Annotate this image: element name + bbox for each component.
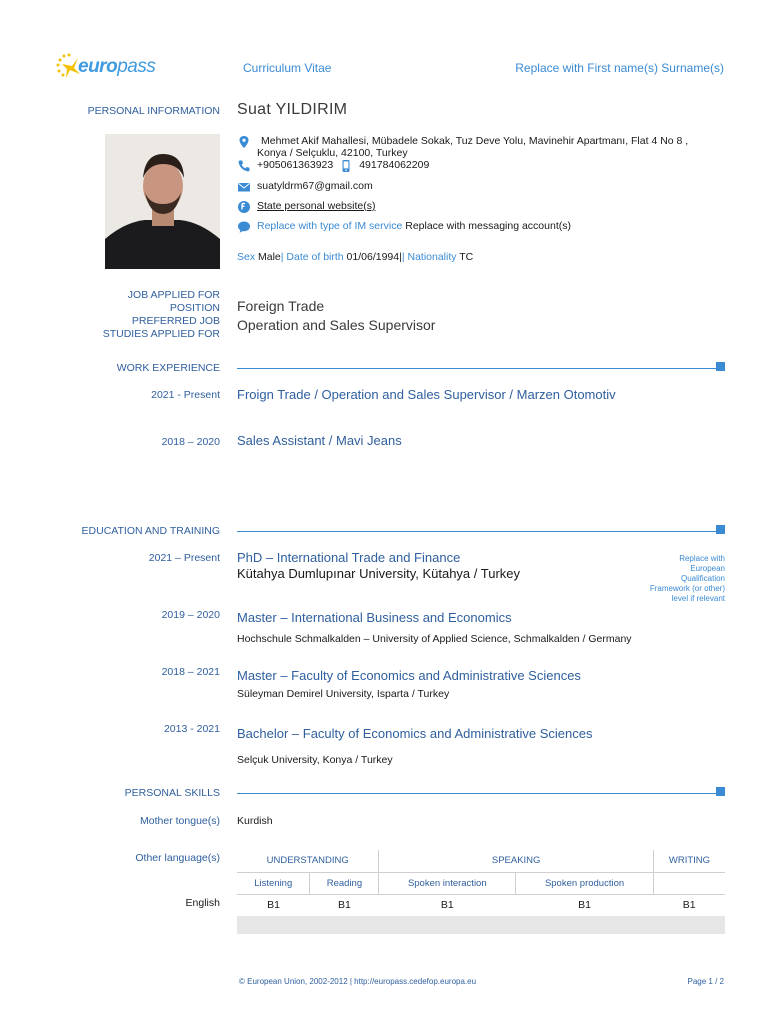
personal-details-line [237,251,473,263]
logo-euro: euro [78,56,118,77]
work-section-marker [716,362,725,371]
work-title: Sales Assistant / Mavi Jeans [237,433,402,448]
personal-info-label: PERSONAL INFORMATION [87,105,220,117]
education-title: Bachelor – Faculty of Economics and Administrative Sciences [237,726,593,741]
email-icon [237,180,251,194]
language-certificate-row [237,916,725,934]
mother-tongue-value: Kurdish [237,815,273,827]
nationality-value: TC [459,251,474,263]
language-table-header [237,850,725,872]
listening-level: B1 [267,899,280,912]
eqf-line5: level if relevant [671,594,725,603]
writing-level: B1 [682,899,696,912]
dob-label: | Date of birth [280,251,344,263]
language-table-subheader [237,872,725,894]
sex-label: Sex [237,251,256,263]
job-line2: Operation and Sales Supervisor [237,317,436,333]
full-name: Suat YILDIRIM [237,101,348,118]
location-pin-icon [237,135,251,149]
job-line1: Foreign Trade [237,298,325,314]
skills-section-rule [237,793,717,794]
job-label-line3: PREFERRED JOB [131,315,220,327]
skills-section-marker [716,787,725,796]
nationality-separator: | [399,251,402,263]
dob-value: 01/06/1994 [346,251,400,263]
address-line1: Mehmet Akif Mahallesi, Mübadele Sokak, Tuz Deve Yolu, Mavinehir Apartmanı, Flat 4 No 8 , [261,135,689,147]
logo-pass: pass [117,56,156,77]
work-section-rule [237,368,717,369]
writing-header: WRITING [653,850,725,872]
sex-value: Male [258,251,281,263]
language-level-row [237,894,725,916]
spoken-production-level: B1 [578,899,591,912]
education-section-rule [237,531,717,532]
eqf-line3: Qualification [680,574,725,583]
chat-bubble-icon [237,220,251,234]
education-dates: 2013 - 2021 [163,723,220,735]
education-label: EDUCATION AND TRAINING [81,525,220,537]
im-type: Replace with type of IM service [257,220,403,232]
address-line2: Konya / Selçuklu, 42100, Turkey [257,147,408,159]
education-dates: 2019 – 2020 [161,609,220,621]
language-name: English [185,897,220,909]
eqf-line4: Framework (or other) [649,584,725,593]
footer-copyright: © European Union, 2002-2012 | http://europass.cedefop.europa.eu [239,977,477,986]
other-languages-label: Other language(s) [135,852,220,864]
job-label-line4: STUDIES APPLIED FOR [102,328,220,340]
work-dates: 2018 – 2020 [161,436,220,448]
listening-header: Listening [237,872,310,894]
speaking-header: SPEAKING [379,850,654,872]
education-dates: 2021 – Present [148,552,220,564]
mother-tongue-label: Mother tongue(s) [140,815,220,827]
education-title: Master – Faculty of Economics and Administrative Sciences [237,668,581,683]
reading-level: B1 [338,899,351,912]
job-label-line2: POSITION [169,302,220,314]
profile-photo [105,134,220,269]
phone-row [237,159,429,173]
website-link[interactable]: State personal website(s) [257,200,376,212]
mobile-icon [339,159,353,173]
reading-header: Reading [310,872,379,894]
name-placeholder: Replace with First name(s) Surname(s) [515,61,724,75]
website-icon [237,200,251,214]
email-address[interactable]: suatyldrm67@gmail.com [257,180,373,192]
education-title: Master – International Business and Economics [237,610,512,625]
education-org: Hochschule Schmalkalden – University of Applied Science, Schmalkalden / Germany [237,633,632,645]
europass-logo [54,52,164,82]
mobile-number[interactable]: 491784062209 [359,159,430,171]
language-skills-table [237,850,725,934]
writing-subheader-empty [653,872,725,894]
spoken-interaction-header: Spoken interaction [379,872,516,894]
understanding-header: UNDERSTANDING [237,850,379,872]
im-account: Replace with messaging account(s) [405,220,571,232]
website-row [237,200,375,214]
education-title: PhD – International Trade and Finance [237,550,461,565]
work-dates: 2021 - Present [151,389,220,401]
work-experience-label: WORK EXPERIENCE [116,362,220,374]
spoken-production-header: Spoken production [516,872,654,894]
education-org: Selçuk University, Konya / Turkey [237,754,393,766]
education-org: Süleyman Demirel University, Isparta / Turkey [237,688,450,700]
work-title: Froign Trade / Operation and Sales Supervisor / Marzen Otomotiv [237,387,616,402]
email-row [237,180,373,194]
personal-skills-label: PERSONAL SKILLS [124,787,220,799]
job-applied-label [60,289,220,341]
eqf-line2: European [690,564,725,573]
education-org: Kütahya Dumlupınar University, Kütahya / Turkey [237,566,520,581]
phone-icon [237,159,251,173]
doc-title: Curriculum Vitae [243,61,332,75]
im-row [237,220,571,234]
job-applied-value [237,297,435,335]
eqf-level-note [650,554,725,604]
phone-number[interactable]: +905061363923 [257,159,334,171]
nationality-label: | Nationality [401,251,457,263]
education-section-marker [716,525,725,534]
page-number: Page 1 / 2 [687,977,724,986]
education-dates: 2018 – 2021 [161,666,220,678]
spoken-interaction-level: B1 [440,899,454,912]
job-label-line1: JOB APPLIED FOR [127,289,220,301]
eqf-line1: Replace with [679,554,725,563]
address-row [237,135,688,159]
